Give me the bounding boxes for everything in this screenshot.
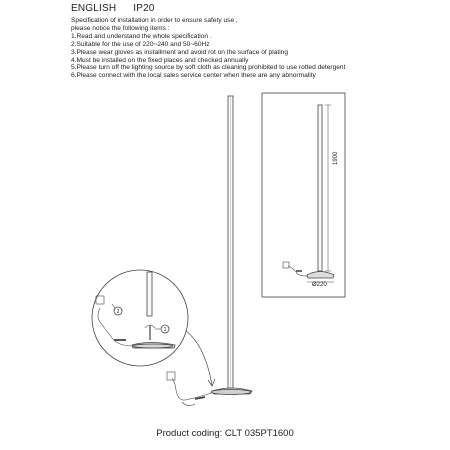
step-1-label: 1	[163, 327, 167, 333]
ip-rating: IP20	[133, 3, 155, 14]
floor-lamp-main	[211, 96, 252, 395]
spec-item-1: 1.Read and understand the whole specification .	[71, 32, 212, 40]
plug-icon	[167, 372, 175, 380]
diameter-dimension: Ø220	[312, 282, 327, 288]
spec-intro-1: Specification of installation in order to ensure safety use ,	[71, 17, 238, 24]
step-2-label: 2	[116, 309, 120, 315]
language-label: ENGLISH	[71, 3, 117, 14]
plug-icon	[283, 262, 289, 268]
detail-circle	[92, 270, 188, 366]
spec-item-6: 6.Please connect with the local sales service center when there are any abnormality	[71, 72, 316, 80]
main-cable	[167, 372, 212, 406]
dimension-box	[262, 93, 345, 297]
spec-item-4: 4.Must be installed on the fixed places and checked annually	[71, 56, 249, 64]
spec-intro-2: please notice the following items :	[71, 24, 170, 32]
product-coding: Product coding: CLT 035PT1600	[156, 428, 294, 439]
spec-item-2: 2.Suitable for the use of 220~240 and 50~60Hz	[71, 40, 210, 48]
spec-item-3: 3.Please wear gloves as installment and avoid rot on the surface of plating	[71, 48, 288, 56]
spec-item-5: 5.Please turn off the lighting source by soft cloth as cleaning prohibited to use rotted detergent	[71, 64, 346, 72]
height-dimension: 1900	[333, 151, 339, 165]
zoom-curve	[185, 330, 212, 385]
